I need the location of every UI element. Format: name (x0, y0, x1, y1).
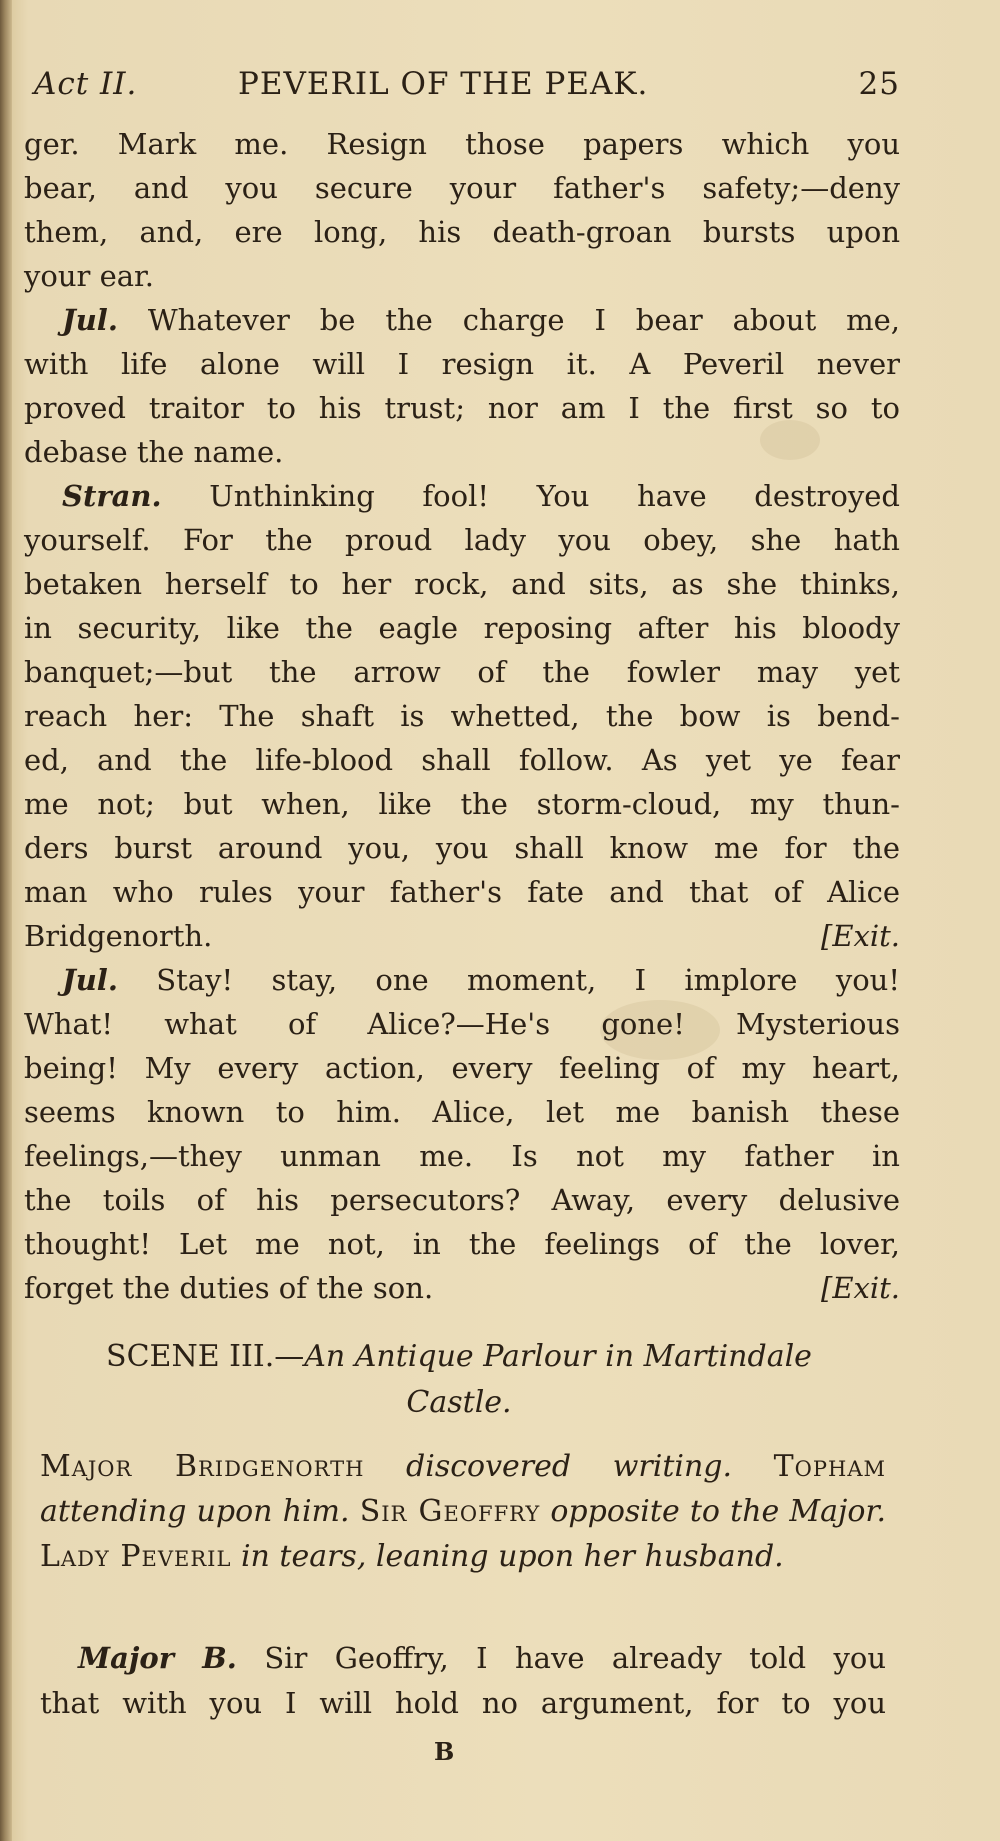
speaker-name: Jul. (62, 303, 118, 337)
text-line: proved traitor to his trust; nor am I the first so to (24, 391, 900, 425)
exit-line (24, 1266, 900, 1310)
text-line: ders burst around you, you shall know me for the (24, 831, 900, 865)
act-label: Act II. (34, 66, 138, 102)
text-line: thought! Let me not, in the feelings of the lover, (24, 1227, 900, 1261)
text-line: ed, and the life-blood shall follow. As yet ye fear (24, 743, 900, 777)
text-line: your ear. (24, 259, 154, 293)
direction-text: in tears, leaning upon her husband. (240, 1539, 784, 1574)
signature-mark: B (434, 1737, 455, 1766)
direction-text: opposite to the Major. (550, 1494, 886, 1529)
scene-description: Castle. (406, 1385, 512, 1420)
character-name: Sir Geoffry (359, 1494, 541, 1529)
direction-text: discovered writing. (406, 1449, 733, 1484)
dialogue-line (24, 298, 900, 342)
text-line: the toils of his persecutors? Away, every delusive (24, 1183, 900, 1217)
text-line: ger. Mark me. Resign those papers which you (24, 127, 900, 161)
dialogue-block (40, 1636, 886, 1726)
text-line: seems known to him. Alice, let me banish these (24, 1095, 900, 1129)
text-line: reach her: The shaft is whetted, the bow is bend- (24, 699, 900, 733)
text-line: What! what of Alice?—He's gone! Mysterious (24, 1007, 900, 1041)
speaker-name: Major B. (78, 1641, 237, 1675)
page-body (24, 122, 900, 1310)
text-line: yourself. For the proud lady you obey, she hath (24, 523, 900, 557)
text-line: betaken herself to her rock, and sits, as she thinks, (24, 567, 900, 601)
scene-description: An Antique Parlour in Martindale (304, 1339, 812, 1374)
text-line: them, and, ere long, his death-groan bursts upon (24, 215, 900, 249)
speaker-name: Jul. (62, 963, 118, 997)
text-line: feelings,—they unman me. Is not my father in (24, 1139, 900, 1173)
exit-line (24, 914, 900, 958)
text-line: Bridgenorth. (24, 919, 213, 953)
text-line: Stay! stay, one moment, I implore you! (156, 963, 900, 997)
text-line: with life alone will I resign it. A Peveril never (24, 347, 900, 381)
text-line: debase the name. (24, 435, 284, 469)
text-line: banquet;—but the arrow of the fowler may yet (24, 655, 900, 689)
character-name: Lady Peveril (40, 1539, 232, 1574)
exit-direction: [Exit. (821, 919, 900, 953)
text-line: forget the duties of the son. (24, 1271, 434, 1305)
dialogue-line (24, 474, 900, 518)
direction-text: attending upon him. (40, 1494, 350, 1529)
text-line: me not; but when, like the storm-cloud, my thun- (24, 787, 900, 821)
scene-line (34, 1334, 884, 1380)
book-title: PEVERIL OF THE PEAK. (238, 66, 649, 102)
dialogue-line (24, 958, 900, 1002)
binding-gutter (0, 0, 12, 1841)
speaker-name: Stran. (62, 479, 162, 513)
text-line: Whatever be the charge I bear about me, (147, 303, 900, 337)
text-line: in security, like the eagle reposing after his bloody (24, 611, 900, 645)
running-header (34, 66, 900, 110)
text-line: man who rules your father's fate and that of Alice (24, 875, 900, 909)
exit-direction: [Exit. (821, 1271, 900, 1305)
character-name: Major Bridgenorth (40, 1449, 365, 1484)
stage-direction (40, 1444, 886, 1579)
page-number: 25 (858, 66, 900, 102)
scene-number: SCENE III.— (106, 1339, 305, 1374)
dialogue-line (40, 1636, 886, 1681)
text-line: Sir Geoffry, I have already told you (264, 1641, 886, 1675)
scene-line (34, 1380, 884, 1426)
text-line: bear, and you secure your father's safety;—deny (24, 171, 900, 205)
character-name: Topham (773, 1449, 886, 1484)
scene-heading (34, 1334, 884, 1426)
text-line: Unthinking fool! You have destroyed (209, 479, 900, 513)
text-line: being! My every action, every feeling of my heart, (24, 1051, 900, 1085)
text-line: that with you I will hold no argument, for to you (40, 1686, 886, 1720)
